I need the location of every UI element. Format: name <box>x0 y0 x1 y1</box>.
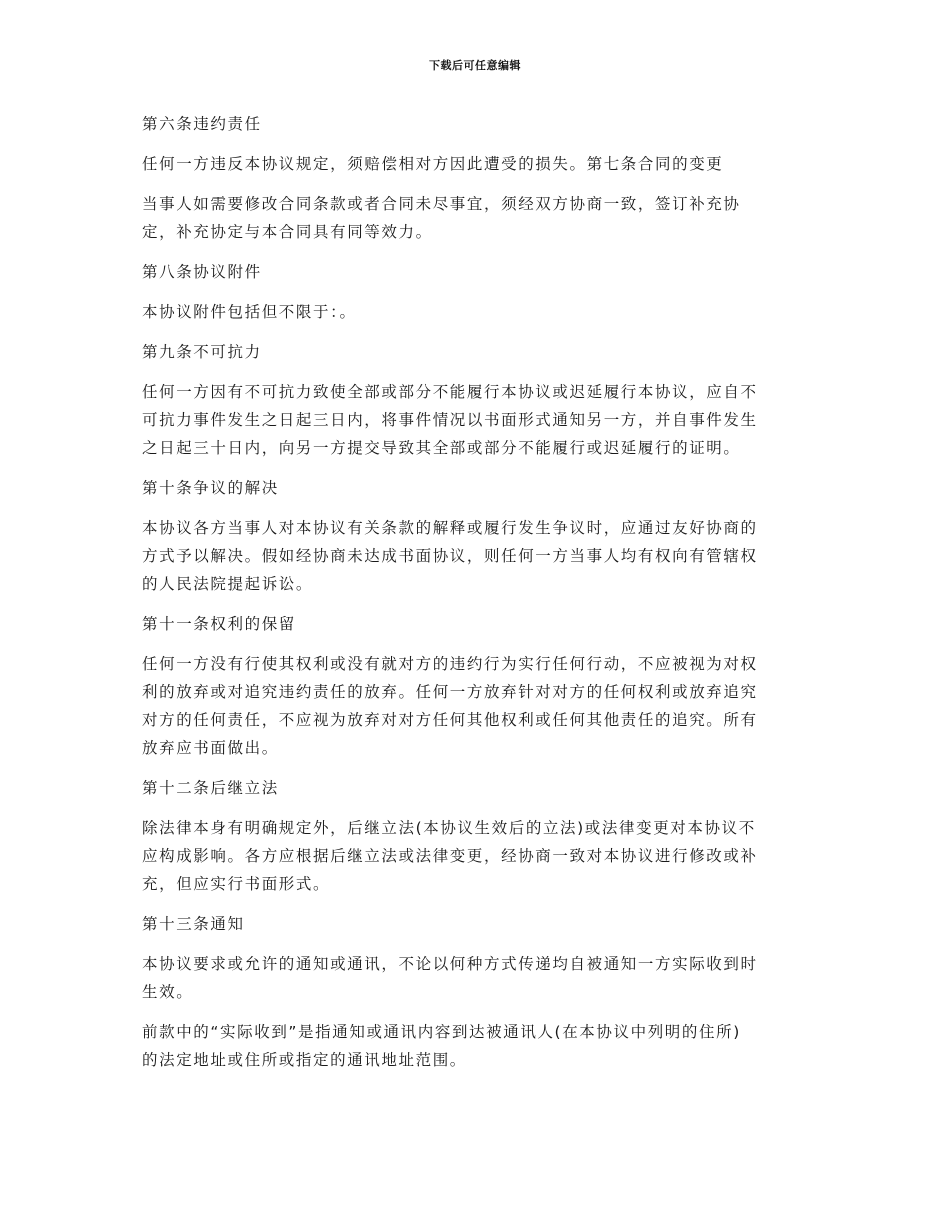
paragraph-article-10-body: 本协议各方当事人对本协议有关条款的解释或履行发生争议时，应通过友好协商的 方式予以解决。假如经协商未达成书面协议，则任何一方当事人均有权向有管辖权 的人民法院提起诉讼。 <box>142 519 758 593</box>
paragraph-article-12-body: 除法律本身有明确规定外，后继立法(本协议生效后的立法)或法律变更对本协议不 应构成影响。各方应根据后继立法或法律变更，经协商一致对本协议进行修改或补 充，但应实行书面形式。 <box>142 819 758 893</box>
heading-article-13: 第十三条通知 <box>142 915 245 933</box>
paragraph-article-7-body: 当事人如需要修改合同条款或者合同未尽事宜，须经双方协商一致，签订补充协 定，补充协定与本合同具有同等效力。 <box>142 195 741 241</box>
heading-article-11: 第十一条权利的保留 <box>142 615 296 633</box>
heading-article-8: 第八条协议附件 <box>142 263 262 281</box>
document-body <box>142 110 814 1086</box>
paragraph-article-11-body: 任何一方没有行使其权利或没有就对方的违约行为实行任何行动，不应被视为对权 利的放弃或对追究违约责任的放弃。任何一方放弃针对对方的任何权利或放弃追究 对方的任何责任，不应视为放弃对对方任何其他权利或任何其他责任的追究。所有 放弃应书面做出。 <box>142 655 758 757</box>
page-header: 下载后可任意编辑 <box>429 59 521 72</box>
paragraph-article-6-body: 任何一方违反本协议规定，须赔偿相对方因此遭受的损失。第七条合同的变更 <box>142 155 724 173</box>
heading-article-6: 第六条违约责任 <box>142 115 262 133</box>
paragraph-article-13-body-1: 本协议要求或允许的通知或通讯，不论以何种方式传递均自被通知一方实际收到时 生效。 <box>142 955 758 1001</box>
paragraph-article-8-body: 本协议附件包括但不限于：。 <box>142 303 357 321</box>
heading-article-9: 第九条不可抗力 <box>142 343 262 361</box>
heading-article-10: 第十条争议的解决 <box>142 479 279 497</box>
heading-article-12: 第十二条后继立法 <box>142 779 279 797</box>
paragraph-article-13-body-2: 前款中的“实际收到”是指通知或通讯内容到达被通讯人(在本协议中列明的住所) 的法定地址或住所或指定的通讯地址范围。 <box>142 1023 741 1069</box>
paragraph-article-9-body: 任何一方因有不可抗力致使全部或部分不能履行本协议或迟延履行本协议，应自不 可抗力事件发生之日起三日内，将事件情况以书面形式通知另一方，并自事件发生 之日起三十日内，向另一方提交导致其全部或部分不能履行或迟延履行的证明。 <box>142 383 758 457</box>
